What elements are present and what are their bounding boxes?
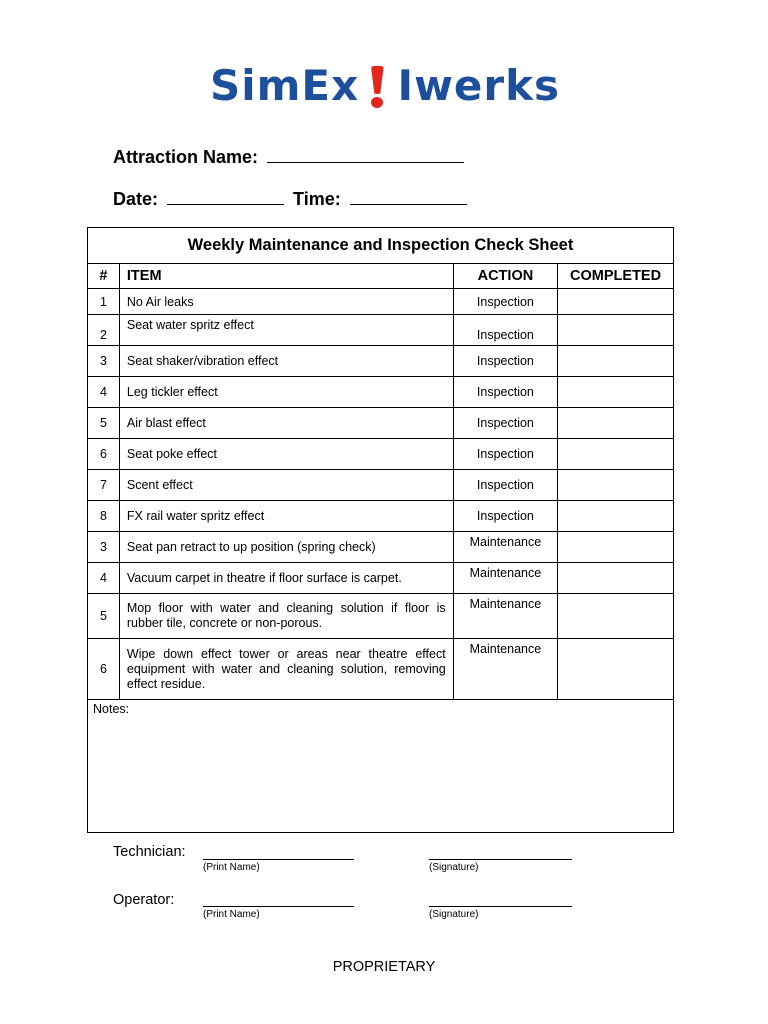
table-row: [88, 563, 674, 594]
row-action: Inspection: [453, 501, 557, 532]
table-row: [88, 289, 674, 315]
row-item: Seat water spritz effect: [119, 315, 453, 346]
row-action: Maintenance: [453, 563, 557, 594]
row-number: 5: [88, 594, 120, 639]
row-number: 5: [88, 408, 120, 439]
completed-cell[interactable]: [558, 470, 674, 501]
logo-text-left: SimEx: [210, 61, 360, 110]
row-item: Leg tickler effect: [119, 377, 453, 408]
row-item: Scent effect: [119, 470, 453, 501]
row-action: Inspection: [453, 315, 557, 346]
table-header-row: [88, 264, 674, 289]
row-number: 8: [88, 501, 120, 532]
completed-cell[interactable]: [558, 289, 674, 315]
row-action: Maintenance: [453, 532, 557, 563]
operator-signature-line[interactable]: [429, 906, 572, 907]
row-item: Mop floor with water and cleaning solution if floor is rubber tile, concrete or non-porous.: [119, 594, 453, 639]
completed-cell[interactable]: [558, 563, 674, 594]
row-number: 6: [88, 639, 120, 700]
proprietary-footer: PROPRIETARY: [332, 959, 436, 975]
logo-text-right: Iwerks: [397, 61, 560, 110]
date-label: Date:: [113, 189, 159, 209]
technician-print-name-caption: (Print Name): [203, 862, 260, 873]
attraction-name-field: [113, 146, 464, 168]
column-header-number: #: [88, 264, 120, 289]
row-number: 2: [88, 315, 120, 346]
completed-cell[interactable]: [558, 439, 674, 470]
row-item: Seat poke effect: [119, 439, 453, 470]
technician-signature-caption: (Signature): [429, 862, 479, 873]
date-blank[interactable]: [167, 188, 284, 205]
date-time-field: [113, 188, 467, 210]
completed-cell[interactable]: [558, 594, 674, 639]
attraction-name-blank[interactable]: [267, 146, 464, 163]
row-item: FX rail water spritz effect: [119, 501, 453, 532]
row-number: 3: [88, 532, 120, 563]
notes-area[interactable]: [88, 700, 674, 833]
table-row: [88, 439, 674, 470]
operator-print-name-caption: (Print Name): [203, 909, 260, 920]
row-number: 4: [88, 563, 120, 594]
column-header-action: ACTION: [453, 264, 557, 289]
row-item: Wipe down effect tower or areas near theatre effect equipment with water and cleaning solution, removing effect residue.: [119, 639, 453, 700]
table-row: [88, 532, 674, 563]
row-action: Inspection: [453, 377, 557, 408]
completed-cell[interactable]: [558, 315, 674, 346]
technician-label: Technician:: [113, 844, 186, 860]
row-number: 6: [88, 439, 120, 470]
row-action: Inspection: [453, 289, 557, 315]
row-action: Maintenance: [453, 639, 557, 700]
completed-cell[interactable]: [558, 532, 674, 563]
check-sheet-table: [87, 227, 674, 833]
operator-print-name-line[interactable]: [203, 906, 354, 907]
row-item: Seat pan retract to up position (spring check): [119, 532, 453, 563]
technician-signature-line[interactable]: [429, 859, 572, 860]
time-label: Time:: [293, 189, 341, 209]
row-number: 3: [88, 346, 120, 377]
row-action: Inspection: [453, 470, 557, 501]
column-header-completed: COMPLETED: [558, 264, 674, 289]
table-row: [88, 408, 674, 439]
exclamation-logo-icon: [367, 64, 387, 108]
row-action: Inspection: [453, 408, 557, 439]
row-action: Inspection: [453, 439, 557, 470]
table-row: [88, 594, 674, 639]
table-row: [88, 501, 674, 532]
table-row: [88, 315, 674, 346]
row-number: 1: [88, 289, 120, 315]
table-row: [88, 470, 674, 501]
row-number: 4: [88, 377, 120, 408]
time-blank[interactable]: [350, 188, 467, 205]
operator-label: Operator:: [113, 892, 175, 908]
completed-cell[interactable]: [558, 501, 674, 532]
operator-signature-caption: (Signature): [429, 909, 479, 920]
completed-cell[interactable]: [558, 408, 674, 439]
table-row: [88, 377, 674, 408]
table-row: [88, 639, 674, 700]
completed-cell[interactable]: [558, 346, 674, 377]
completed-cell[interactable]: [558, 377, 674, 408]
technician-print-name-line[interactable]: [203, 859, 354, 860]
row-item: Vacuum carpet in theatre if floor surface is carpet.: [119, 563, 453, 594]
company-logo: [210, 62, 560, 110]
completed-cell[interactable]: [558, 639, 674, 700]
table-row: [88, 346, 674, 377]
row-item: Air blast effect: [119, 408, 453, 439]
row-action: Maintenance: [453, 594, 557, 639]
attraction-name-label: Attraction Name:: [113, 147, 259, 167]
row-action: Inspection: [453, 346, 557, 377]
column-header-item: ITEM: [119, 264, 453, 289]
row-item: No Air leaks: [119, 289, 453, 315]
row-number: 7: [88, 470, 120, 501]
notes-label: Notes:: [93, 702, 130, 716]
check-sheet-title: Weekly Maintenance and Inspection Check Sheet: [88, 228, 674, 264]
row-item: Seat shaker/vibration effect: [119, 346, 453, 377]
